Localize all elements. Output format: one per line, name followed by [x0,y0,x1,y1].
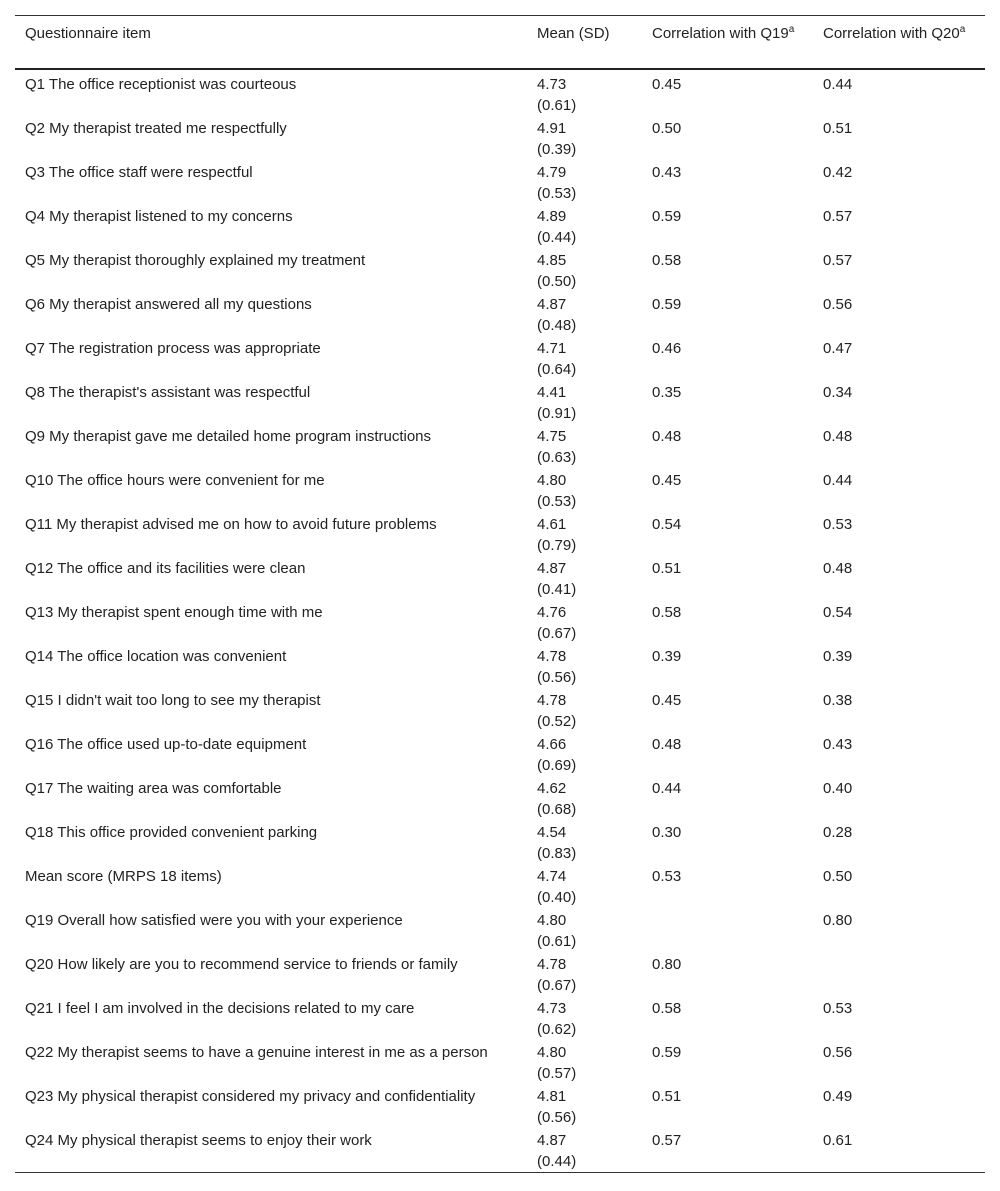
cell-questionnaire-item: Q16 The office used up-to-date equipment [25,736,307,753]
header-mean-sd [527,16,642,70]
cell-mean [527,292,642,336]
cell-correlation-q19: 0.43 [652,164,682,181]
table-row [15,732,985,776]
table-row [15,468,985,512]
cell-correlation-q20: 0.57 [823,208,853,225]
cell-questionnaire-item: Q15 I didn't wait too long to see my therapist [25,692,321,709]
header-row [15,16,985,70]
cell-correlation-q20: 0.50 [823,868,853,885]
cell-mean [527,644,642,688]
cell-mean [527,952,642,996]
cell-correlation-q20: 0.44 [823,472,853,489]
cell-questionnaire-item: Q20 How likely are you to recommend service to friends or family [25,956,458,973]
table-row [15,160,985,204]
sd-value: (0.50) [537,273,577,290]
cell-mean [527,69,642,116]
cell-correlation-q20: 0.57 [823,252,853,269]
cell-correlation-q20: 0.28 [823,824,853,841]
table-row [15,380,985,424]
cell-mean [527,512,642,556]
mean-value: 4.71 [537,340,567,357]
footnote-marker-q20: a [959,24,966,35]
mean-value: 4.66 [537,736,567,753]
mean-value: 4.75 [537,428,567,445]
cell-mean [527,204,642,248]
mean-value: 4.87 [537,1132,567,1149]
cell-correlation-q20: 0.53 [823,516,853,533]
sd-value: (0.56) [537,1109,577,1126]
mean-value: 4.78 [537,956,567,973]
cell-correlation-q20 [813,952,985,996]
mean-value: 4.54 [537,824,567,841]
table-row [15,116,985,160]
cell-mean [527,556,642,600]
cell-correlation-q20: 0.47 [823,340,853,357]
sd-value: (0.41) [537,581,577,598]
cell-correlation-q19: 0.59 [652,296,682,313]
cell-questionnaire-item: Q21 I feel I am involved in the decisions related to my care [25,1000,415,1017]
table-row [15,556,985,600]
table-row [15,204,985,248]
cell-correlation-q19: 0.57 [652,1132,682,1149]
cell-mean [527,732,642,776]
cell-questionnaire-item: Q5 My therapist thoroughly explained my treatment [25,252,366,269]
mean-value: 4.74 [537,868,567,885]
cell-correlation-q19: 0.39 [652,648,682,665]
header-questionnaire-item [15,16,527,70]
mean-value: 4.76 [537,604,567,621]
sd-value: (0.53) [537,493,577,510]
cell-mean [527,248,642,292]
sd-value: (0.40) [537,889,577,906]
cell-correlation-q20: 0.61 [823,1132,853,1149]
table-header [15,16,985,70]
sd-value: (0.61) [537,97,577,114]
cell-questionnaire-item: Q11 My therapist advised me on how to avoid future problems [25,516,437,533]
header-q19-label: Correlation with Q19 [652,25,789,42]
sd-value: (0.63) [537,449,577,466]
cell-correlation-q19: 0.35 [652,384,682,401]
cell-correlation-q20: 0.48 [823,428,853,445]
header-q20-label: Correlation with Q20 [823,25,960,42]
cell-mean [527,600,642,644]
cell-correlation-q19: 0.48 [652,736,682,753]
cell-correlation-q19: 0.53 [652,868,682,885]
cell-questionnaire-item: Q23 My physical therapist considered my privacy and confidentiality [25,1088,476,1105]
cell-questionnaire-item: Q12 The office and its facilities were clean [25,560,306,577]
mean-value: 4.41 [537,384,567,401]
cell-questionnaire-item: Q6 My therapist answered all my questions [25,296,312,313]
cell-questionnaire-item: Q18 This office provided convenient parking [25,824,318,841]
cell-mean [527,1128,642,1173]
cell-correlation-q19: 0.44 [652,780,682,797]
mean-value: 4.85 [537,252,567,269]
table-row [15,776,985,820]
cell-correlation-q20: 0.56 [823,296,853,313]
mean-value: 4.78 [537,692,567,709]
cell-correlation-q20: 0.56 [823,1044,853,1061]
cell-correlation-q19: 0.50 [652,120,682,137]
cell-correlation-q19: 0.51 [652,560,682,577]
sd-value: (0.83) [537,845,577,862]
mean-value: 4.78 [537,648,567,665]
cell-correlation-q19: 0.30 [652,824,682,841]
sd-value: (0.52) [537,713,577,730]
sd-value: (0.91) [537,405,577,422]
sd-value: (0.61) [537,933,577,950]
cell-mean [527,160,642,204]
cell-questionnaire-item: Q2 My therapist treated me respectfully [25,120,287,137]
cell-correlation-q19 [642,908,813,952]
table-row [15,644,985,688]
sd-value: (0.57) [537,1065,577,1082]
sd-value: (0.53) [537,185,577,202]
sd-value: (0.56) [537,669,577,686]
cell-correlation-q19: 0.45 [652,76,682,93]
table-row [15,69,985,116]
mean-value: 4.62 [537,780,567,797]
cell-correlation-q20: 0.54 [823,604,853,621]
mean-value: 4.81 [537,1088,567,1105]
cell-correlation-q20: 0.43 [823,736,853,753]
cell-questionnaire-item: Q22 My therapist seems to have a genuine interest in me as a person [25,1044,488,1061]
cell-questionnaire-item: Q8 The therapist's assistant was respectful [25,384,311,401]
cell-correlation-q20: 0.44 [823,76,853,93]
sd-value: (0.67) [537,977,577,994]
mean-value: 4.73 [537,1000,567,1017]
results-table-container [15,15,985,1173]
mean-value: 4.80 [537,472,567,489]
cell-correlation-q20: 0.42 [823,164,853,181]
sd-value: (0.62) [537,1021,577,1038]
sd-value: (0.44) [537,229,577,246]
table-row [15,688,985,732]
cell-questionnaire-item: Q19 Overall how satisfied were you with your experience [25,912,403,929]
sd-value: (0.39) [537,141,577,158]
table-row [15,424,985,468]
cell-mean [527,820,642,864]
cell-correlation-q20: 0.40 [823,780,853,797]
cell-questionnaire-item: Q13 My therapist spent enough time with me [25,604,323,621]
cell-correlation-q20: 0.39 [823,648,853,665]
cell-questionnaire-item: Q1 The office receptionist was courteous [25,76,297,93]
cell-questionnaire-item: Q17 The waiting area was comfortable [25,780,282,797]
table-row [15,600,985,644]
table-row [15,908,985,952]
cell-correlation-q20: 0.48 [823,560,853,577]
cell-mean [527,116,642,160]
cell-mean [527,1040,642,1084]
sd-value: (0.48) [537,317,577,334]
mean-value: 4.80 [537,912,567,929]
table-row [15,1084,985,1128]
table-row [15,248,985,292]
cell-correlation-q19: 0.51 [652,1088,682,1105]
cell-questionnaire-item: Q7 The registration process was appropriate [25,340,321,357]
cell-correlation-q19: 0.59 [652,1044,682,1061]
mean-value: 4.61 [537,516,567,533]
table-row [15,996,985,1040]
cell-correlation-q19: 0.58 [652,252,682,269]
cell-correlation-q20: 0.51 [823,120,853,137]
cell-questionnaire-item: Q4 My therapist listened to my concerns [25,208,293,225]
cell-correlation-q20: 0.80 [823,912,853,929]
mean-value: 4.73 [537,76,567,93]
cell-correlation-q19: 0.46 [652,340,682,357]
questionnaire-correlation-table [15,15,985,1173]
cell-mean [527,380,642,424]
sd-value: (0.67) [537,625,577,642]
cell-correlation-q20: 0.34 [823,384,853,401]
cell-correlation-q20: 0.53 [823,1000,853,1017]
table-row [15,336,985,380]
sd-value: (0.64) [537,361,577,378]
cell-mean [527,688,642,732]
cell-mean [527,468,642,512]
mean-value: 4.80 [537,1044,567,1061]
mean-value: 4.87 [537,296,567,313]
sd-value: (0.68) [537,801,577,818]
header-correlation-q20 [813,16,985,70]
mean-value: 4.79 [537,164,567,181]
cell-correlation-q19: 0.59 [652,208,682,225]
cell-correlation-q19: 0.45 [652,692,682,709]
cell-questionnaire-item: Q24 My physical therapist seems to enjoy their work [25,1132,372,1149]
cell-questionnaire-item: Mean score (MRPS 18 items) [25,868,222,885]
cell-correlation-q20: 0.38 [823,692,853,709]
mean-value: 4.89 [537,208,567,225]
header-correlation-q19 [642,16,813,70]
sd-value: (0.79) [537,537,577,554]
table-row [15,864,985,908]
cell-correlation-q20: 0.49 [823,1088,853,1105]
cell-mean [527,424,642,468]
header-mean-sd-label: Mean (SD) [537,25,610,42]
table-row [15,1128,985,1173]
mean-value: 4.91 [537,120,567,137]
header-item-label: Questionnaire item [25,25,151,42]
cell-correlation-q19: 0.45 [652,472,682,489]
table-row [15,292,985,336]
cell-correlation-q19: 0.48 [652,428,682,445]
cell-questionnaire-item: Q3 The office staff were respectful [25,164,253,181]
cell-mean [527,1084,642,1128]
cell-correlation-q19: 0.58 [652,1000,682,1017]
mean-value: 4.87 [537,560,567,577]
table-row [15,512,985,556]
cell-mean [527,864,642,908]
sd-value: (0.44) [537,1153,577,1170]
footnote-marker-q19: a [788,24,795,35]
table-row [15,1040,985,1084]
cell-correlation-q19: 0.58 [652,604,682,621]
cell-correlation-q19: 0.54 [652,516,682,533]
table-row [15,820,985,864]
sd-value: (0.69) [537,757,577,774]
cell-questionnaire-item: Q10 The office hours were convenient for me [25,472,325,489]
table-row [15,952,985,996]
table-body [15,69,985,1173]
cell-questionnaire-item: Q9 My therapist gave me detailed home program instructions [25,428,432,445]
cell-questionnaire-item: Q14 The office location was convenient [25,648,287,665]
cell-mean [527,336,642,380]
cell-mean [527,996,642,1040]
cell-correlation-q19: 0.80 [652,956,682,973]
cell-mean [527,908,642,952]
cell-mean [527,776,642,820]
